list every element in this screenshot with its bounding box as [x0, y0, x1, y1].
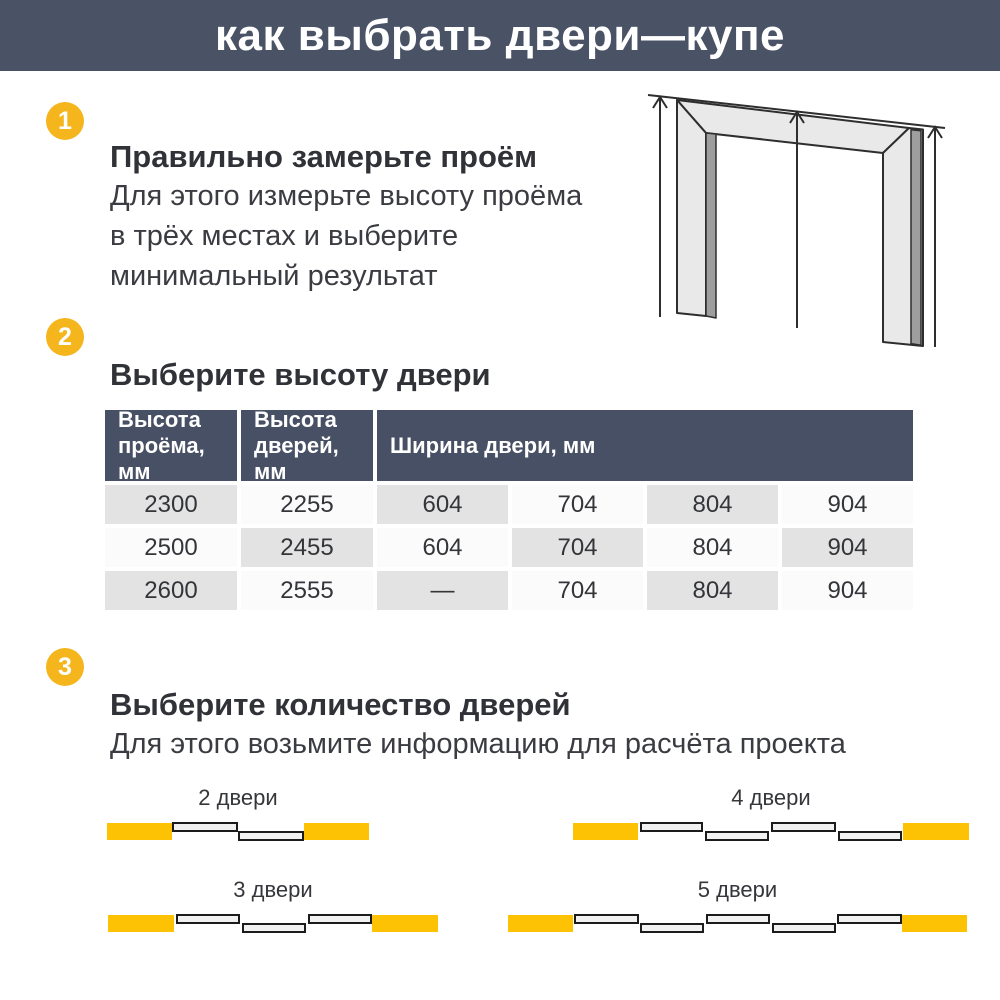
col-header-door-height: Высота дверей, мм [241, 410, 373, 481]
step-1-description [110, 176, 582, 296]
door-panel [837, 914, 902, 924]
door-panel [574, 914, 639, 924]
step-3-heading: Выберите количество дверей [110, 687, 571, 722]
table-row [105, 485, 913, 524]
table-cell: 704 [512, 571, 643, 610]
door-panel [176, 914, 240, 924]
table-cell: 904 [782, 571, 913, 610]
step-1-description-line: в трёх местах и выберите [110, 220, 459, 252]
table-cell: 804 [647, 528, 778, 567]
step-1-description-line: минимальный результат [110, 260, 438, 292]
diagram-4-doors-label: 4 двери [731, 785, 811, 810]
table-cell: 704 [512, 528, 643, 567]
col-header-opening-height: Высота проёма, мм [105, 410, 237, 481]
wall-segment [508, 915, 573, 932]
door-panel [705, 831, 769, 841]
page-title: как выбрать двери—купе [214, 10, 786, 60]
diagram-3-doors-label: 3 двери [233, 877, 313, 902]
door-panel [238, 831, 304, 841]
door-panel [771, 822, 836, 832]
step-1-badge: 1 [46, 102, 84, 140]
wall-segment [108, 915, 174, 932]
door-panel [308, 914, 372, 924]
table-cell: 2500 [105, 528, 237, 567]
diagram-2-doors-plan [107, 822, 369, 842]
table-cell: 2255 [241, 485, 373, 524]
page-header-banner [0, 0, 1000, 71]
table-cell: 604 [377, 485, 508, 524]
table-cell: 2600 [105, 571, 237, 610]
wall-segment [903, 823, 969, 840]
table-cell: 904 [782, 528, 913, 567]
table-header-row [105, 406, 913, 484]
table-cell: — [377, 571, 508, 610]
door-size-table [105, 406, 913, 610]
door-panel [706, 914, 770, 924]
diagram-5-doors-label: 5 двери [697, 877, 778, 902]
table-cell: 704 [512, 485, 643, 524]
col-header-door-width: Ширина двери, мм [377, 410, 913, 481]
diagram-4-doors-plan [573, 822, 969, 842]
diagram-5-doors [508, 878, 967, 934]
diagram-2-doors-label: 2 двери [198, 785, 278, 810]
door-panel [640, 822, 703, 832]
table-cell: 2300 [105, 485, 237, 524]
table-cell: 804 [647, 571, 778, 610]
diagram-4-doors [573, 786, 969, 842]
step-1-heading: Правильно замерьте проём [110, 139, 538, 174]
door-panel [772, 923, 836, 933]
table-cell: 2555 [241, 571, 373, 610]
wall-segment [304, 823, 369, 840]
door-opening-measurement-illustration [630, 85, 960, 355]
table-cell: 2455 [241, 528, 373, 567]
diagram-2-doors [107, 786, 369, 842]
step-2-badge: 2 [46, 318, 84, 356]
door-panel [242, 923, 306, 933]
step-3-description: Для этого возьмите информацию для расчёта проекта [110, 728, 846, 760]
step-3-badge: 3 [46, 648, 84, 686]
wall-segment [902, 915, 967, 932]
door-panel [172, 822, 238, 832]
wall-segment [573, 823, 638, 840]
diagram-3-doors [108, 878, 438, 934]
table-cell: 604 [377, 528, 508, 567]
wall-segment [372, 915, 438, 932]
wall-segment [107, 823, 172, 840]
step-2-heading: Выберите высоту двери [110, 357, 491, 392]
door-panel [640, 923, 704, 933]
table-cell: 804 [647, 485, 778, 524]
table-row [105, 571, 913, 610]
step-1-description-line: Для этого измерьте высоту проёма [110, 180, 583, 212]
diagram-3-doors-plan [108, 914, 438, 934]
table-cell: 904 [782, 485, 913, 524]
door-panel [838, 831, 902, 841]
diagram-5-doors-plan [508, 914, 967, 934]
table-row [105, 528, 913, 567]
